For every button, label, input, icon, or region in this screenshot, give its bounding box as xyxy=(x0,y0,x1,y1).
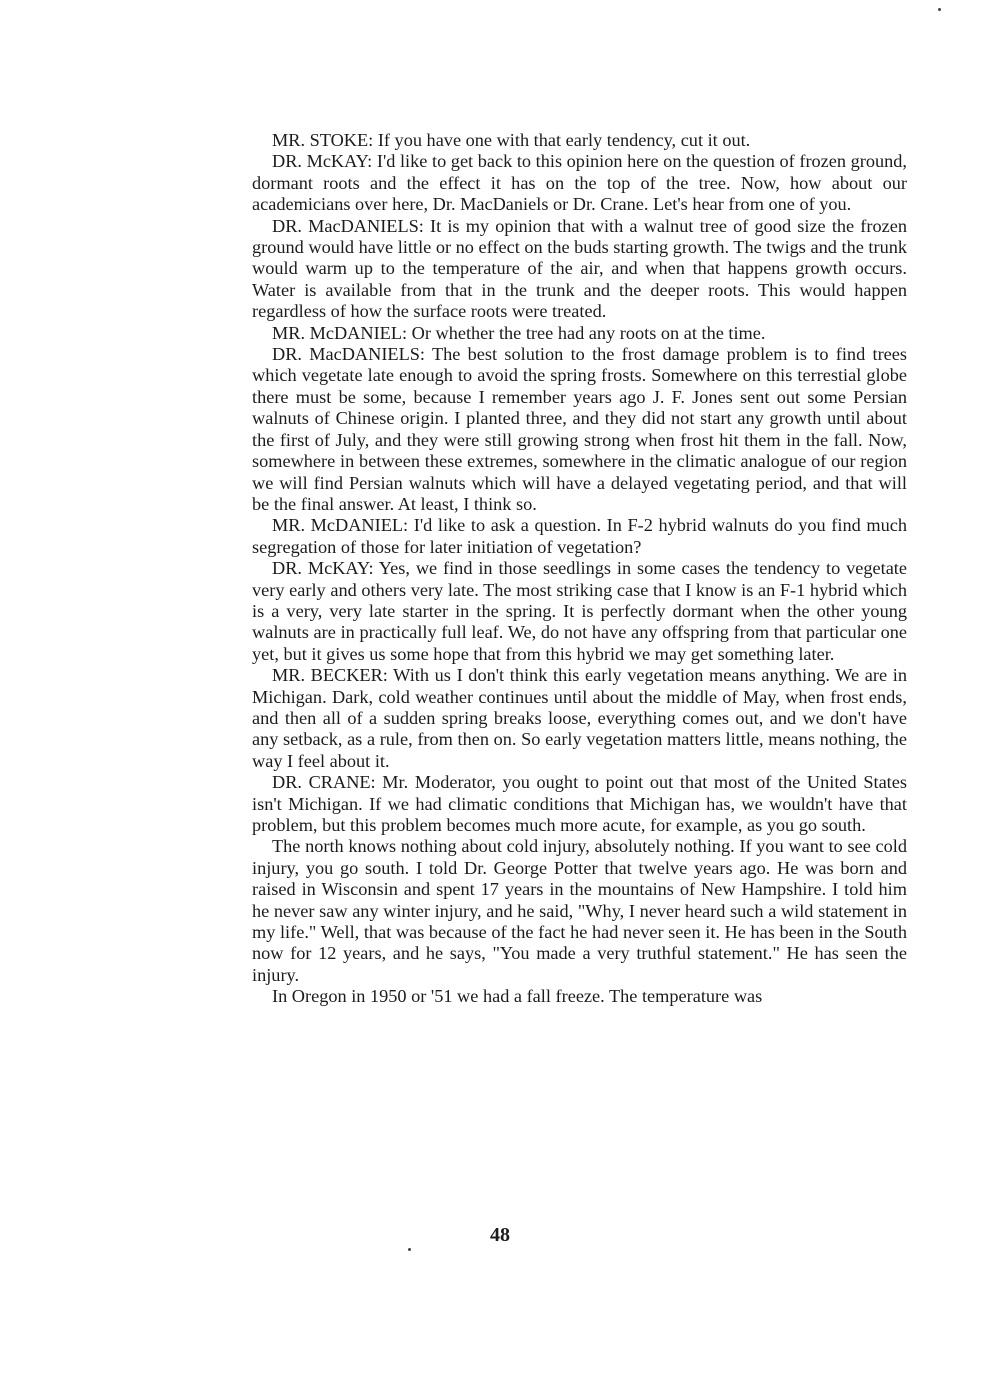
paragraph-macdaniels-opinion: DR. MacDANIELS: It is my opinion that with a walnut tree of good size the frozen ground would have little or no effect on the buds starting growth. The twigs and the trunk would warm up to the temperature of the air, and when that happens growth occurs. Water is available from that in the trunk and the deeper roots. This would happen regardless of how the surface roots were treated. xyxy=(252,215,907,322)
paragraph-mcdaniel-hybrid-question: MR. McDANIEL: I'd like to ask a question. In F-2 hybrid walnuts do you find much segregation of those for later initiation of vegetation? xyxy=(252,515,907,557)
document-body xyxy=(252,130,907,1008)
paragraph-macdaniels-solution: DR. MacDANIELS: The best solution to the frost damage problem is to find trees which vegetate late enough to avoid the spring frosts. Somewhere on this terrestial globe there must be some, because I remember years ago J. F. Jones sent out some Persian walnuts of Chinese origin. I planted three, and they did not start any growth until about the first of July, and they were still growing strong when frost hit them in the fall. Now, somewhere in between these extremes, somewhere in the climatic analogue of our region we will find Persian walnuts which will have a delayed vegetating period, and that will be the final answer. At least, I think so. xyxy=(252,344,907,514)
scan-speck xyxy=(938,8,941,11)
paragraph-cold-injury: The north knows nothing about cold injury, absolutely nothing. If you want to see cold injury, you go south. I told Dr. George Potter that twelve years ago. He was born and raised in Wisconsin and spent 17 years in the mountains of New Hampshire. I told him he never saw any winter injury, and he said, "Why, I never heard such a wild statement in my life." Well, that was because of the fact he had never seen it. He has been in the South now for 12 years, and he says, "You made a very truthful statement." He has seen the injury. xyxy=(252,836,907,985)
paragraph-crane: DR. CRANE: Mr. Moderator, you ought to point out that most of the United States isn't Michigan. If we had climatic conditions that Michigan has, we wouldn't have that problem, but this problem becomes much more acute, for example, as you go south. xyxy=(252,772,907,835)
paragraph-mckay-answer: DR. McKAY: Yes, we find in those seedlings in some cases the tendency to vegetate very early and others very late. The most striking case that I know is an F-1 hybrid which is a very, very late starter in the spring. It is perfectly dormant when the other young walnuts are in practically full leaf. We, do not have any offspring from that particular one yet, but it gives us some hope that from this hybrid we may get something later. xyxy=(252,558,907,664)
page-number: 48 xyxy=(490,1224,510,1246)
paragraph-mcdaniel-roots: MR. McDANIEL: Or whether the tree had any roots on at the time. xyxy=(272,322,766,343)
paragraph-oregon: In Oregon in 1950 or '51 we had a fall freeze. The temperature was xyxy=(272,986,763,1007)
scan-speck xyxy=(408,1248,411,1251)
paragraph-becker: MR. BECKER: With us I don't think this early vegetation means anything. We are in Michigan. Dark, cold weather continues until about the middle of May, when frost ends, and then all of a sudden spring breaks loose, everything comes out, and we don't have any setback, as a rule, from then on. So early vegetation matters little, means nothing, the way I feel about it. xyxy=(252,665,907,771)
paragraph-stoke: MR. STOKE: If you have one with that early tendency, cut it out. xyxy=(272,130,751,150)
paragraph-mckay-question: DR. McKAY: I'd like to get back to this opinion here on the question of frozen ground, dormant roots and the effect it has on the top of the tree. Now, how about our academicians over here, Dr. MacDaniels or Dr. Crane. Let's hear from one of you. xyxy=(252,151,907,215)
